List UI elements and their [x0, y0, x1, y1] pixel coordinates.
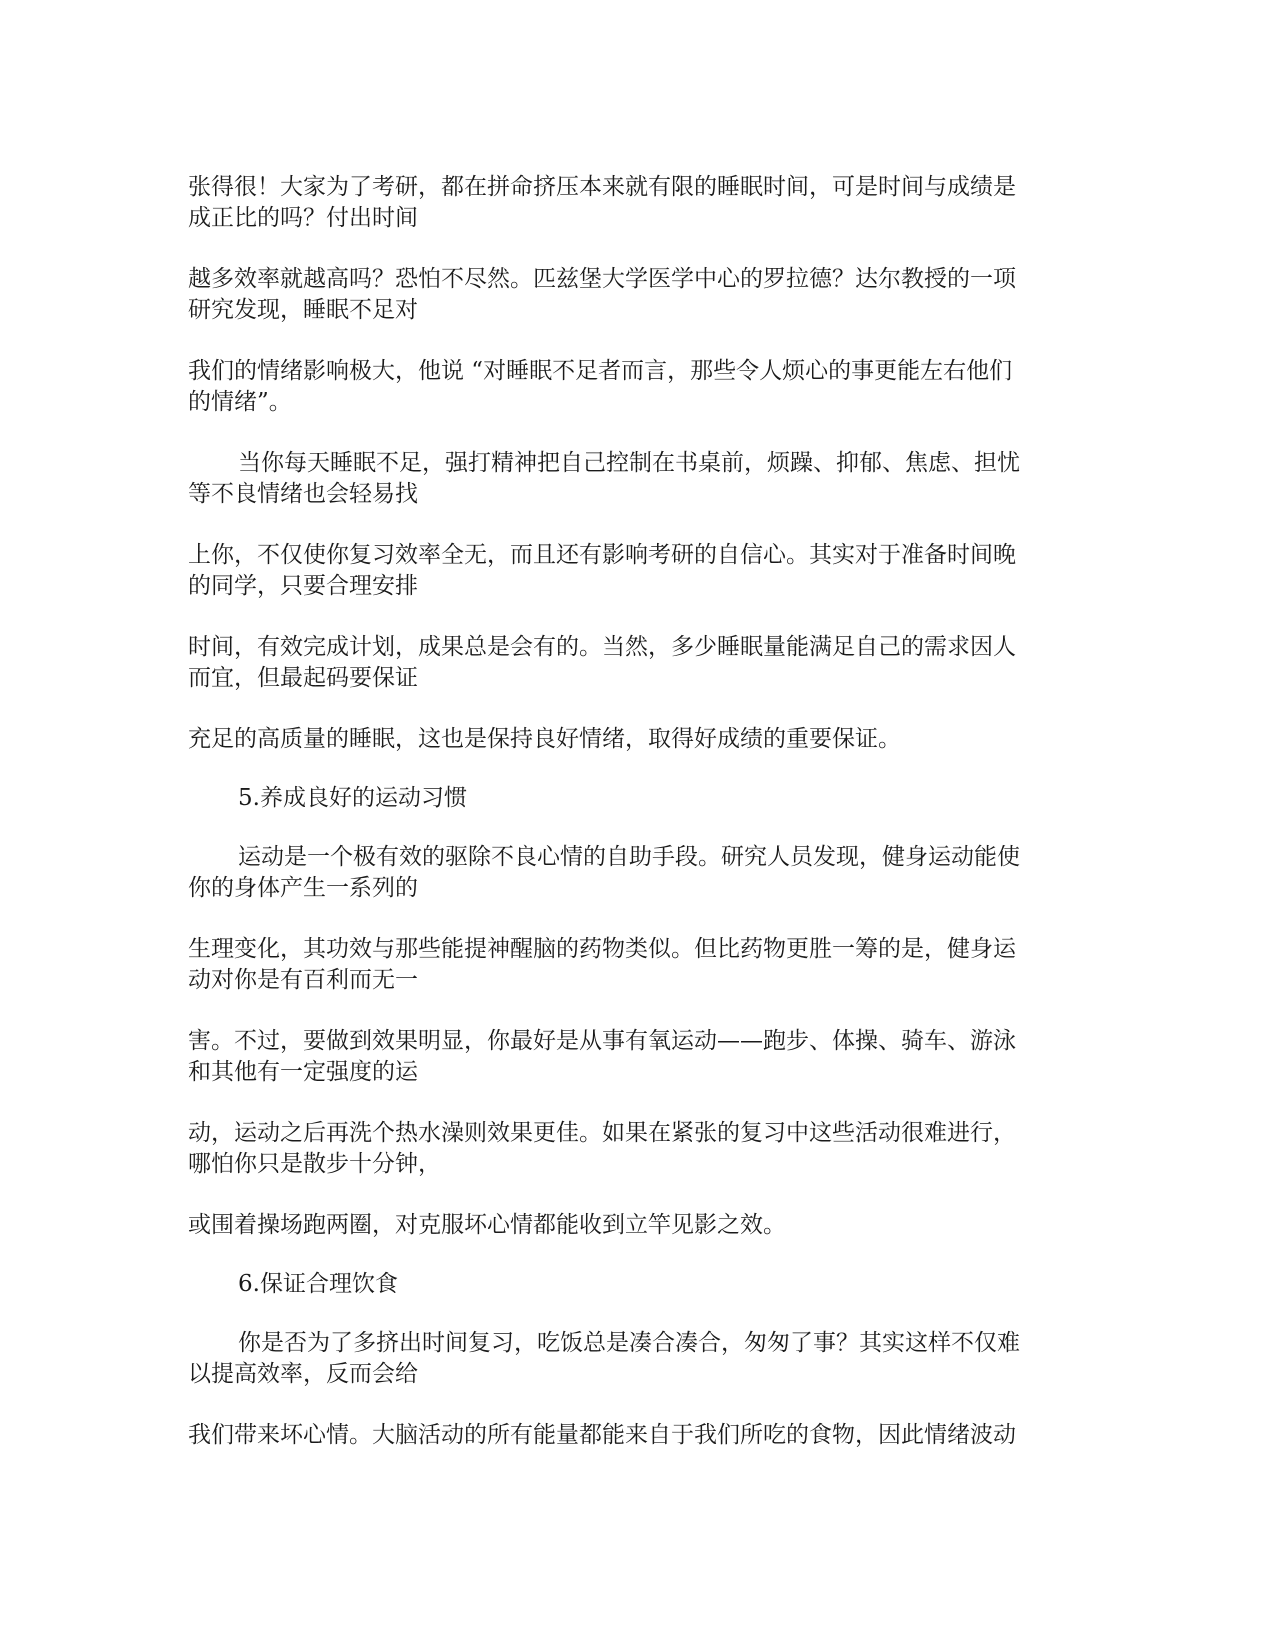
text-line: 越多效率就越高吗？恐怕不尽然。匹兹堡大学医学中心的罗拉德？达尔教授的一项: [188, 266, 1016, 292]
paragraph-diet-1: [188, 1328, 1093, 1390]
text-line: 时间，有效完成计划，成果总是会有的。当然，多少睡眠量能满足自己的需求因人: [188, 634, 1016, 660]
text-line: 害。不过，要做到效果明显，你最好是从事有氧运动——跑步、体操、骑车、游泳: [188, 1028, 1016, 1054]
text-line: 的同学，只要合理安排: [188, 573, 418, 599]
text-line: 我们带来坏心情。大脑活动的所有能量都能来自于我们所吃的食物，因此情绪波动: [188, 1422, 1016, 1448]
text-line: 当你每天睡眠不足，强打精神把自己控制在书桌前，烦躁、抑郁、焦虑、担忧: [238, 450, 1020, 476]
text-line: 而宜，但最起码要保证: [188, 665, 418, 691]
text-line: 你的身体产生一系列的: [188, 875, 418, 901]
text-line: 等不良情绪也会轻易找: [188, 481, 418, 507]
text-line: 我们的情绪影响极大，他说 “对睡眠不足者而言，那些令人烦心的事更能左右他们: [188, 358, 1013, 384]
section-heading-diet: [188, 1269, 1093, 1300]
text-line: 你是否为了多挤出时间复习，吃饭总是凑合凑合，匆匆了事？其实这样不仅难: [238, 1330, 1020, 1356]
section-heading-exercise: [188, 783, 1093, 814]
paragraph-exercise-1: [188, 842, 1093, 904]
paragraph-exercise-5: [188, 1210, 1093, 1241]
text-line: 上你，不仅使你复习效率全无，而且还有影响考研的自信心。其实对于准备时间晚: [188, 542, 1016, 568]
text-line: 张得很！大家为了考研，都在拼命挤压本来就有限的睡眠时间，可是时间与成绩是: [188, 174, 1016, 200]
paragraph-sleep-5: [188, 540, 1093, 602]
text-line: 运动是一个极有效的驱除不良心情的自助手段。研究人员发现，健身运动能使: [238, 844, 1020, 870]
heading-text: 5.养成良好的运动习惯: [238, 785, 467, 811]
paragraph-sleep-7: [188, 724, 1093, 755]
text-line: 生理变化，其功效与那些能提神醒脑的药物类似。但比药物更胜一筹的是，健身运: [188, 936, 1016, 962]
text-line: 的情绪”。: [188, 389, 292, 415]
text-line: 或围着操场跑两圈，对克服坏心情都能收到立竿见影之效。: [188, 1212, 786, 1238]
text-line: 动对你是有百利而无一: [188, 967, 418, 993]
paragraph-sleep-1: [188, 172, 1093, 234]
text-line: 以提高效率，反而会给: [188, 1361, 418, 1387]
paragraph-diet-2: [188, 1420, 1093, 1451]
text-line: 充足的高质量的睡眠，这也是保持良好情绪，取得好成绩的重要保证。: [188, 726, 901, 752]
text-line: 成正比的吗？付出时间: [188, 205, 418, 231]
paragraph-exercise-4: [188, 1118, 1093, 1180]
paragraph-exercise-3: [188, 1026, 1093, 1088]
heading-text: 6.保证合理饮食: [238, 1271, 398, 1297]
paragraph-sleep-3: [188, 356, 1093, 418]
paragraph-sleep-6: [188, 632, 1093, 694]
text-line: 哪怕你只是散步十分钟，: [188, 1151, 441, 1177]
text-line: 动，运动之后再洗个热水澡则效果更佳。如果在紧张的复习中这些活动很难进行，: [188, 1120, 1016, 1146]
text-line: 研究发现，睡眠不足对: [188, 297, 418, 323]
paragraph-exercise-2: [188, 934, 1093, 996]
paragraph-sleep-2: [188, 264, 1093, 326]
text-line: 和其他有一定强度的运: [188, 1059, 418, 1085]
paragraph-sleep-4: [188, 448, 1093, 510]
